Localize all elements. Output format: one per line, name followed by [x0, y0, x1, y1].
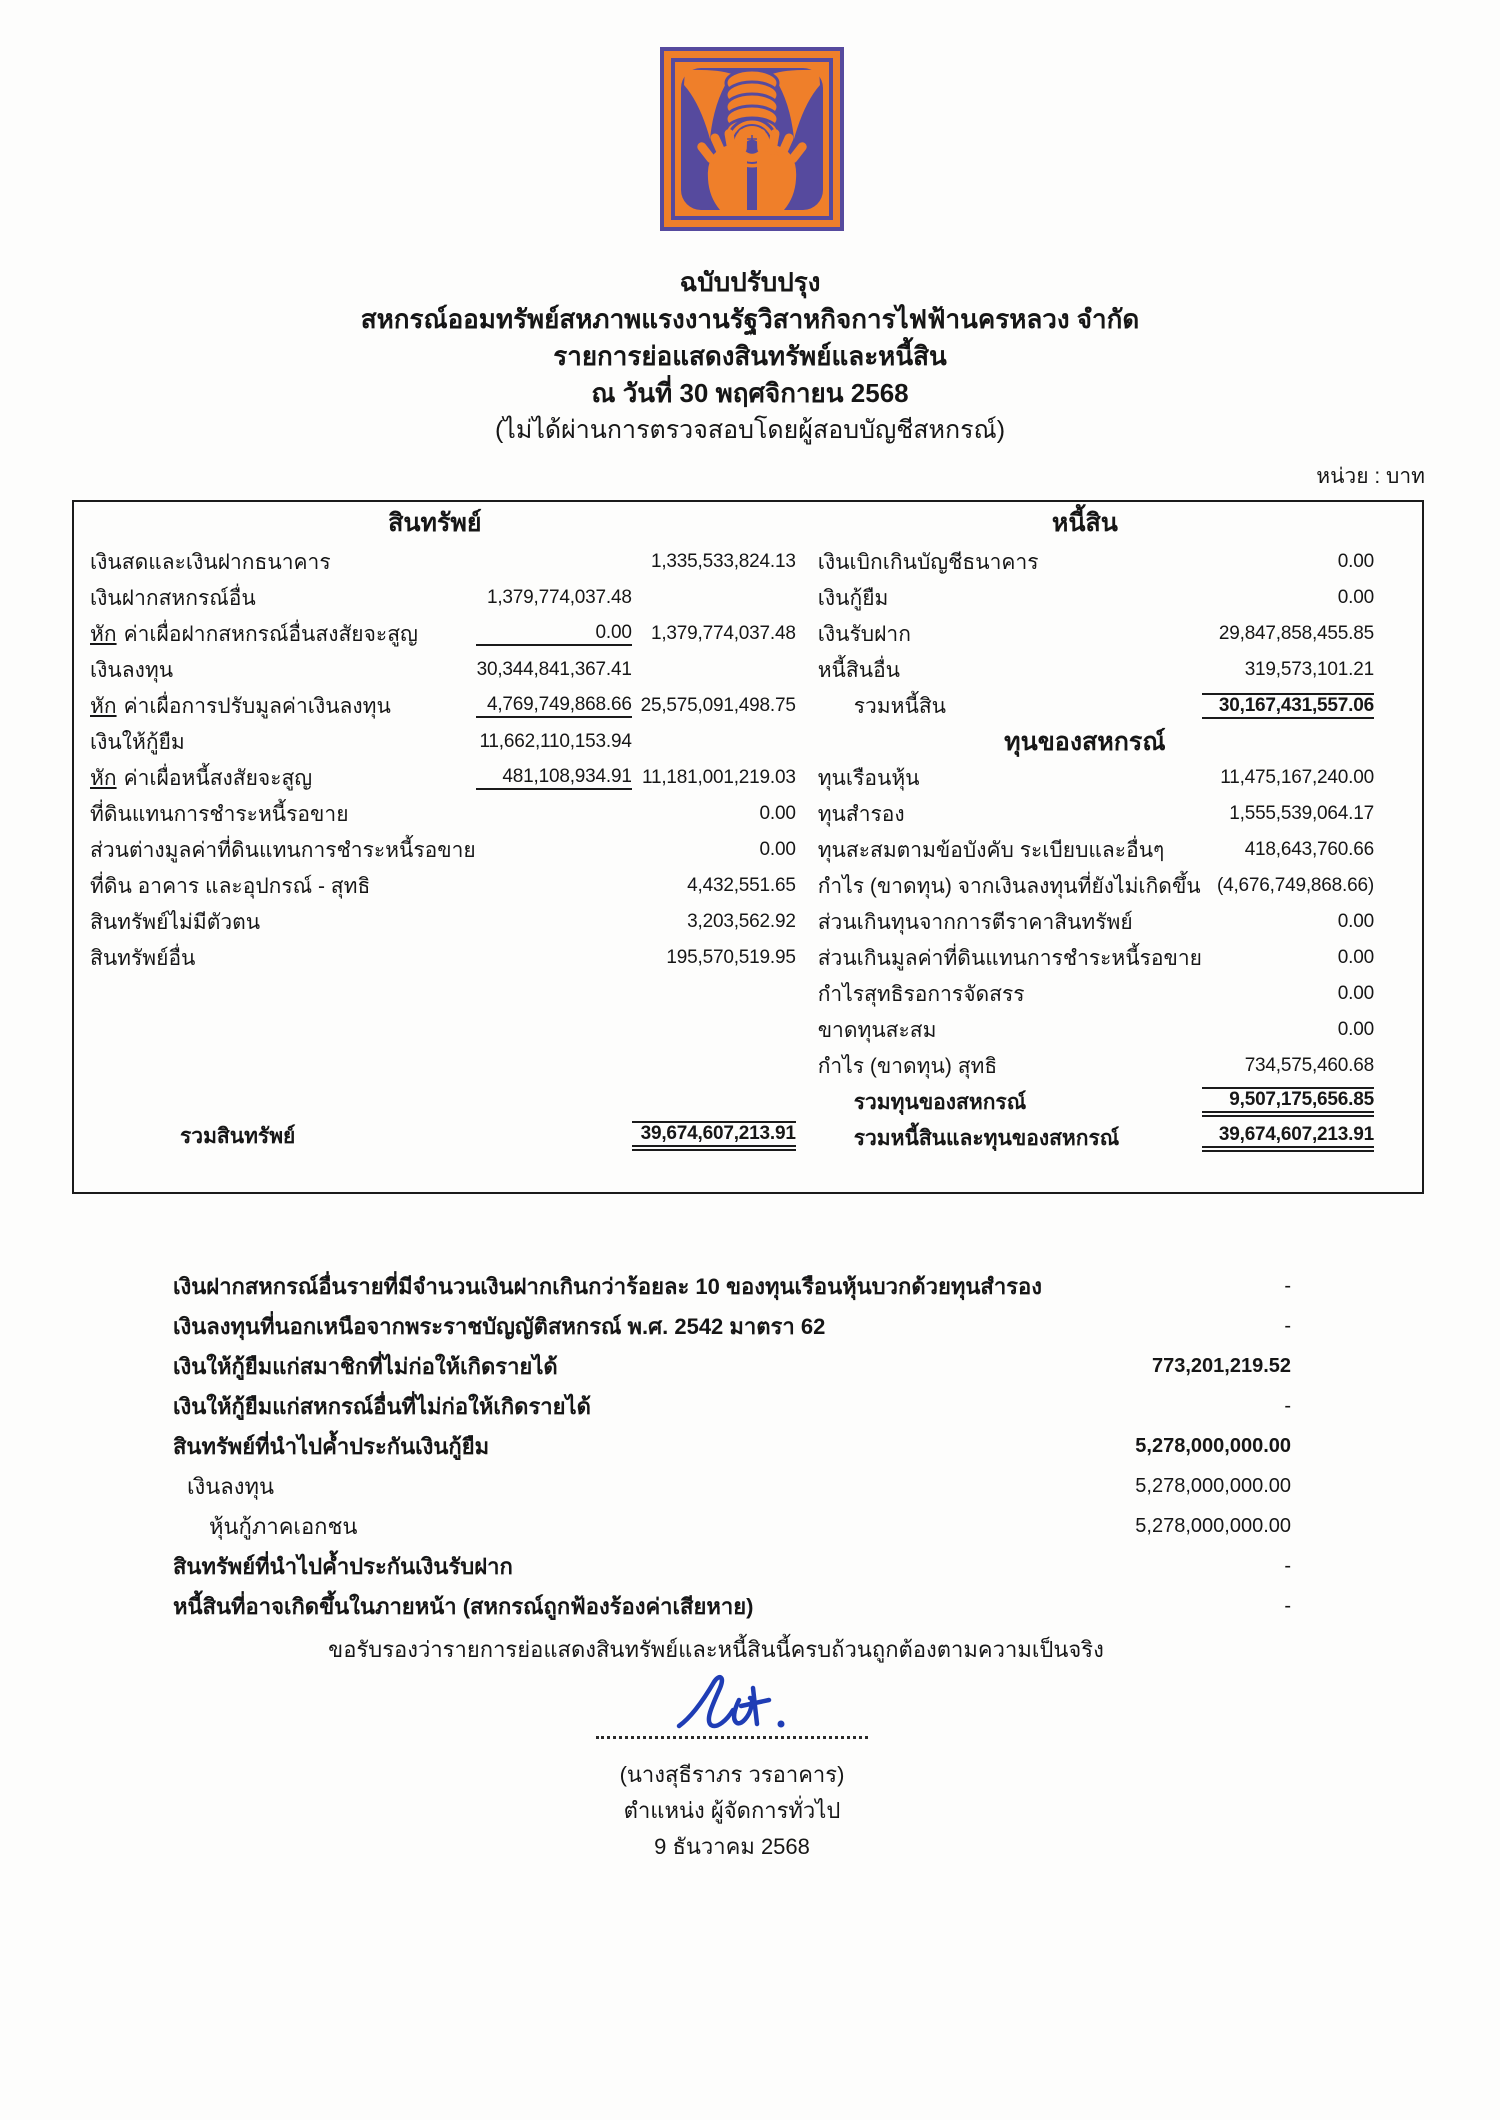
- row-label: ส่วนเกินมูลค่าที่ดินแทนการชำระหนี้รอขาย: [817, 946, 1202, 970]
- cooperative-logo-icon: [660, 47, 844, 231]
- row-amount: 319,573,101.21: [1244, 659, 1374, 680]
- note-value: 5,278,000,000.00: [1135, 1434, 1291, 1457]
- as-of-date: ณ วันที่ 30 พฤศจิกายน 2568: [591, 378, 909, 408]
- table-row: [74, 544, 796, 580]
- table-row: [796, 760, 1374, 796]
- table-row: [796, 904, 1374, 940]
- note-row: [173, 1586, 1291, 1626]
- table-row: [796, 616, 1374, 652]
- liabilities-total-amount: 30,167,431,557.06: [1202, 693, 1374, 719]
- row-label: เงินให้กู้ยืม: [90, 730, 185, 754]
- row-inner-amount: 481,108,934.91: [476, 766, 632, 790]
- document-header: [0, 264, 1500, 449]
- note-value: -: [1284, 1554, 1291, 1577]
- row-label: ส่วนเกินทุนจากการตีราคาสินทรัพย์: [817, 910, 1133, 934]
- note-row: [173, 1266, 1291, 1306]
- row-label: ที่ดิน อาคาร และอุปกรณ์ - สุทธิ: [90, 874, 371, 898]
- assets-total-amount: 39,674,607,213.91: [632, 1121, 796, 1151]
- row-label: ทุนสำรอง: [817, 802, 905, 826]
- table-row: [74, 616, 796, 652]
- row-label: สินทรัพย์ไม่มีตัวตน: [90, 910, 261, 934]
- notes-section: [173, 1266, 1291, 1626]
- row-label: สินทรัพย์อื่น: [90, 946, 196, 970]
- row-amount: (4,676,749,868.66): [1216, 875, 1374, 896]
- note-value: 773,201,219.52: [1151, 1354, 1291, 1377]
- edition-note: ฉบับปรับปรุง: [679, 267, 821, 297]
- liabilities-column: [796, 502, 1458, 1192]
- handwritten-signature-icon: [657, 1670, 807, 1734]
- row-amount: 3,203,562.92: [687, 911, 796, 932]
- row-amount: 0.00: [759, 803, 796, 824]
- liabilities-total-row: [796, 688, 1374, 724]
- note-label: หุ้นกู้ภาคเอกชน: [209, 1513, 358, 1539]
- row-amount: 25,575,091,498.75: [640, 695, 796, 716]
- certification-statement: ขอรับรองว่ารายการย่อแสดงสินทรัพย์และหนี้สินนี้ครบถ้วนถูกต้องตามความเป็นจริง: [328, 1637, 1104, 1662]
- row-amount: 1,555,539,064.17: [1229, 803, 1374, 824]
- equity-total-label: รวมทุนของสหกรณ์: [853, 1090, 1027, 1114]
- table-row: [74, 796, 796, 832]
- note-value: -: [1284, 1314, 1291, 1337]
- row-amount: 29,847,858,455.85: [1218, 623, 1374, 644]
- note-label: หนี้สินที่อาจเกิดขึ้นในภายหน้า (สหกรณ์ถูกฟ้องร้องค่าเสียหาย): [173, 1593, 754, 1619]
- assets-column: [74, 502, 796, 1192]
- row-label: ทุนสะสมตามข้อบังคับ ระเบียบและอื่นๆ: [817, 838, 1165, 862]
- row-label: กำไร (ขาดทุน) สุทธิ: [817, 1054, 998, 1078]
- unit-label: หน่วย : บาท: [1316, 465, 1425, 488]
- note-label: สินทรัพย์ที่นำไปค้ำประกันเงินรับฝาก: [173, 1553, 513, 1579]
- assets-total-row: [74, 1118, 796, 1154]
- organization-name: สหกรณ์ออมทรัพย์สหภาพแรงงานรัฐวิสาหกิจการไฟฟ้านครหลวง จำกัด: [360, 304, 1140, 334]
- row-label: ที่ดินแทนการชำระหนี้รอขาย: [90, 802, 349, 826]
- audit-note: (ไม่ได้ผ่านการตรวจสอบโดยผู้สอบบัญชีสหกรณ์): [494, 416, 1006, 444]
- table-row: [74, 580, 796, 616]
- row-amount: 0.00: [1337, 911, 1374, 932]
- row-label: กำไร (ขาดทุน) จากเงินลงทุนที่ยังไม่เกิดขึ้น: [817, 874, 1201, 898]
- table-row: [74, 724, 796, 760]
- row-amount: 0.00: [1337, 1019, 1374, 1040]
- note-label: เงินลงทุน: [187, 1473, 275, 1499]
- table-row: [74, 652, 796, 688]
- row-amount: 418,643,760.66: [1244, 839, 1374, 860]
- row-amount: 11,475,167,240.00: [1220, 767, 1374, 788]
- hands-coins-emblem-icon: [660, 47, 844, 231]
- table-row: [74, 688, 796, 724]
- table-row: [796, 652, 1374, 688]
- table-row: [796, 544, 1374, 580]
- note-row: [173, 1546, 1291, 1586]
- note-row: [173, 1346, 1291, 1386]
- grand-total-row: [796, 1120, 1374, 1156]
- row-amount: 734,575,460.68: [1244, 1055, 1374, 1076]
- table-row: [74, 868, 796, 904]
- row-amount: 0.00: [1337, 983, 1374, 1004]
- report-title: รายการย่อแสดงสินทรัพย์และหนี้สิน: [553, 341, 947, 371]
- table-row: [796, 832, 1374, 868]
- row-amount: 0.00: [1337, 947, 1374, 968]
- equity-total-amount: 9,507,175,656.85: [1202, 1087, 1374, 1117]
- row-inner-amount: 1,379,774,037.48: [486, 587, 632, 608]
- row-inner-amount: 30,344,841,367.41: [476, 659, 632, 680]
- note-row: [173, 1426, 1291, 1466]
- note-label: เงินให้กู้ยืมแก่สมาชิกที่ไม่ก่อให้เกิดรายได้: [173, 1353, 558, 1379]
- row-label: หนี้สินอื่น: [817, 658, 901, 682]
- note-value: 5,278,000,000.00: [1135, 1474, 1291, 1497]
- row-amount: 0.00: [759, 839, 796, 860]
- table-row: [796, 1012, 1374, 1048]
- note-value: 5,278,000,000.00: [1135, 1514, 1291, 1537]
- note-value: -: [1284, 1394, 1291, 1417]
- row-label: ขาดทุนสะสม: [817, 1018, 937, 1042]
- equity-section-title: ทุนของสหกรณ์: [1004, 728, 1166, 756]
- note-row: [173, 1466, 1291, 1506]
- row-label: หัก ค่าเผื่อหนี้สงสัยจะสูญ: [90, 766, 313, 790]
- note-row: [173, 1386, 1291, 1426]
- note-label: เงินลงทุนที่นอกเหนือจากพระราชบัญญัติสหกรณ์ พ.ศ. 2542 มาตรา 62: [173, 1313, 826, 1339]
- row-inner-amount: 4,769,749,868.66: [476, 694, 632, 718]
- table-row: [796, 976, 1374, 1012]
- row-label: เงินเบิกเกินบัญชีธนาคาร: [817, 550, 1039, 574]
- note-row: [173, 1506, 1291, 1546]
- deduction-prefix: หัก: [90, 694, 117, 718]
- row-label: หัก ค่าเผื่อการปรับมูลค่าเงินลงทุน: [90, 694, 391, 718]
- equity-total-row: [796, 1084, 1374, 1120]
- note-value: -: [1284, 1274, 1291, 1297]
- signature-block: [0, 1670, 1464, 1865]
- signature-date: 9 ธันวาคม 2568: [654, 1834, 810, 1859]
- grand-total-amount: 39,674,607,213.91: [1202, 1124, 1374, 1152]
- liabilities-section-title: หนี้สิน: [1051, 509, 1118, 537]
- signer-position: ตำแหน่ง ผู้จัดการทั่วไป: [623, 1798, 841, 1823]
- deduction-prefix: หัก: [90, 622, 117, 646]
- table-row: [74, 904, 796, 940]
- row-amount: 4,432,551.65: [687, 875, 796, 896]
- note-label: เงินให้กู้ยืมแก่สหกรณ์อื่นที่ไม่ก่อให้เกิดรายได้: [173, 1393, 591, 1419]
- row-label: เงินฝากสหกรณ์อื่น: [90, 586, 256, 610]
- row-amount: 1,379,774,037.48: [650, 623, 796, 644]
- table-row: [796, 868, 1374, 904]
- row-label: เงินกู้ยืม: [817, 586, 889, 610]
- balance-sheet-table: [72, 500, 1424, 1194]
- table-row: [74, 760, 796, 796]
- assets-total-label: รวมสินทรัพย์: [180, 1124, 296, 1148]
- table-row: [74, 940, 796, 976]
- assets-section-title: สินทรัพย์: [388, 509, 482, 537]
- row-amount: 0.00: [1337, 587, 1374, 608]
- note-label: เงินฝากสหกรณ์อื่นรายที่มีจำนวนเงินฝากเกินกว่าร้อยละ 10 ของทุนเรือนหุ้นบวกด้วยทุนสำรอง: [173, 1273, 1042, 1299]
- signer-name: (นางสุธีราภร วรอาคาร): [619, 1762, 845, 1787]
- table-row: [74, 832, 796, 868]
- row-label: ทุนเรือนหุ้น: [817, 766, 920, 790]
- table-row: [796, 796, 1374, 832]
- row-label: หัก ค่าเผื่อฝากสหกรณ์อื่นสงสัยจะสูญ: [90, 622, 418, 646]
- table-row: [796, 580, 1374, 616]
- signature-line: [596, 1736, 868, 1739]
- row-label: เงินลงทุน: [90, 658, 174, 682]
- table-row: [796, 1048, 1374, 1084]
- row-amount: 0.00: [1337, 551, 1374, 572]
- note-label: สินทรัพย์ที่นำไปค้ำประกันเงินกู้ยืม: [173, 1433, 490, 1459]
- row-amount: 1,335,533,824.13: [650, 551, 796, 572]
- grand-total-label: รวมหนี้สินและทุนของสหกรณ์: [853, 1126, 1120, 1150]
- note-row: [173, 1306, 1291, 1346]
- note-value: -: [1284, 1594, 1291, 1617]
- row-label: เงินสดและเงินฝากธนาคาร: [90, 550, 331, 574]
- row-label: กำไรสุทธิรอการจัดสรร: [817, 982, 1025, 1006]
- row-inner-amount: 0.00: [476, 622, 632, 646]
- row-amount: 11,181,001,219.03: [642, 767, 796, 788]
- row-inner-amount: 11,662,110,153.94: [479, 731, 632, 752]
- table-row: [796, 940, 1374, 976]
- row-amount: 195,570,519.95: [666, 947, 796, 968]
- row-label: ส่วนต่างมูลค่าที่ดินแทนการชำระหนี้รอขาย: [90, 838, 476, 862]
- deduction-prefix: หัก: [90, 766, 117, 790]
- row-label: เงินรับฝาก: [817, 622, 911, 646]
- liabilities-total-label: รวมหนี้สิน: [853, 694, 946, 718]
